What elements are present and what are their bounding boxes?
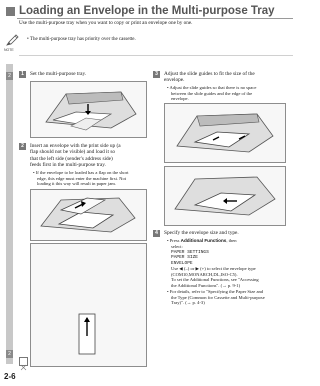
intro-text: Use the multi-purpose tray when you want to copy or print an envelope one by one. [19, 20, 193, 26]
menu-path: PAPER SETTINGS PAPER SIZE ENVELOPE [171, 250, 209, 266]
step-2-bullet: • If the envelope to be loaded has a flap on the short edge, this edge must enter the machine first. Not loading it this way will result in paper jam. [33, 170, 129, 187]
title-marker [6, 7, 15, 16]
step-3-badge: 3 [153, 71, 160, 78]
step-2-badge: 2 [19, 143, 26, 150]
note-divider [19, 55, 293, 56]
step-1-text: Set the multi-purpose tray. [30, 71, 87, 77]
note-pencil-icon [6, 33, 20, 47]
section-title-bar [0, 5, 300, 19]
figure-open-tray [30, 81, 147, 138]
step-4-badge: 4 [153, 230, 160, 237]
additional-functions-key: Additional Functions [180, 238, 227, 243]
chapter-sidebar [6, 64, 13, 364]
sidebar-tab-top: 2 [6, 72, 13, 80]
title-rule [17, 18, 293, 19]
sidebar-corner-box [19, 357, 28, 366]
figure-load-envelope [164, 166, 286, 226]
figure-envelope-orientation [30, 243, 147, 367]
step-4-bullet-2: • For details, refer to "Specifying the Paper Size and the Type (Common for Cassette and Multi-purpose Tray)". (→ p. 4-3) [167, 289, 265, 306]
step-3-text: Adjust the slide guides to fit the size of the envelope. [164, 71, 255, 84]
page-number: 2-6 [4, 372, 16, 381]
sidebar-tab-bottom: 2 [6, 350, 13, 358]
step-1-badge: 1 [19, 71, 26, 78]
step-4-detail: Use ◀ (–) or ▶ (+) to select the envelope type (COM10,MONARCH,DL,ISO-C5). To set the Additional Functions, see "Accessing the Additional Functions". (→ p. 9-1) [171, 266, 259, 288]
figure-slide-guides [164, 103, 286, 163]
note-text: • The multi-purpose tray has priority over the cassette. [27, 37, 136, 42]
step-4-bullet-1: • Press Additional Functions, then select: [167, 238, 237, 249]
step-4-text: Specify the envelope size and type. [164, 230, 239, 236]
note-label: NOTE [4, 48, 14, 52]
page-title: Loading an Envelope in the Multi-purpose Tray [19, 5, 275, 17]
step-2-text: Insert an envelope with the print side up (a flap should not be visible) and load it so that the left side (sender's address side) feeds first in the multi-purpose tray. [30, 143, 121, 169]
figure-insert-envelope [30, 189, 147, 241]
step-3-bullet: • Adjust the slide guides so that there is no space between the slide guides and the edge of the envelope. [167, 85, 257, 102]
